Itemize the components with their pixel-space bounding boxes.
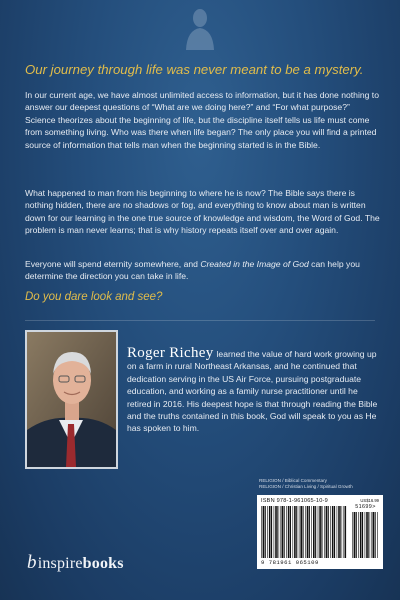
author-bio-text: learned the value of hard work growing up on a farm in rural Northeast Arkansas, and he continued that dedication serving in the US Air Force, pursuing postgraduate education, and working as a family nurse practitioner until he retired in 2016. His deepest hope is that through reading the Bible and the truths contained in this book, God will speak to you as He has spoken to him. — [127, 349, 378, 434]
barcode-bars — [261, 506, 347, 558]
author-name: Roger Richey — [127, 345, 214, 361]
closing-question: Do you dare look and see? — [25, 291, 163, 303]
bisac-categories — [259, 478, 384, 490]
publisher-logo — [27, 552, 124, 574]
publisher-mark: b — [27, 552, 37, 573]
author-bio — [127, 347, 381, 435]
christ-figure-icon — [183, 6, 217, 50]
publisher-name-light: inspire — [37, 555, 83, 572]
paragraph-3-end: can help you determine the direction you can take in life. — [25, 259, 360, 282]
barcode-addon-digits: 51699> — [355, 504, 376, 510]
tagline: Our journey through life was never meant to be a mystery. — [25, 62, 364, 77]
price-label: US$16.99 — [360, 498, 379, 503]
author-photo — [25, 330, 118, 469]
isbn-label: ISBN 978-1-961065-10-9 — [261, 498, 328, 504]
publisher-name-bold: books — [82, 555, 124, 572]
barcode-digits: 9 781961 065109 — [261, 559, 319, 566]
barcode-addon-bars — [352, 512, 379, 558]
isbn-barcode — [257, 495, 383, 569]
paragraph-2: What happened to man from his beginning to where he is now? The Bible says there is nothing hidden, there are no shadows or fog, and everything to know about man is written down for our learning in the one true source of knowledge and wisdom, the Word of God. The problem is man never learns; that is why history repeats itself over and over again. — [25, 188, 380, 236]
paragraph-3 — [25, 258, 380, 283]
paragraph-1: In our current age, we have almost unlimited access to information, but it has done nothing to answer our deepest questions of “What are we doing here?” and “For what purpose?” Science theorizes about the beginning of life, but the discipline itself tells us life must come from something living. Who was there when life began? The only place you will find a printed source of information that tells man when the beginning started is in the Bible. — [25, 90, 379, 150]
author-portrait-icon — [27, 332, 116, 467]
book-title-reference: Created in the Image of God — [200, 259, 309, 269]
category-line: RELIGION / Biblical Commentary — [259, 478, 327, 483]
section-divider — [25, 320, 375, 321]
paragraph-3-start: Everyone will spend eternity somewhere, and — [25, 259, 201, 269]
category-line: RELIGION / Christian Living / Spiritual Growth — [259, 484, 353, 489]
